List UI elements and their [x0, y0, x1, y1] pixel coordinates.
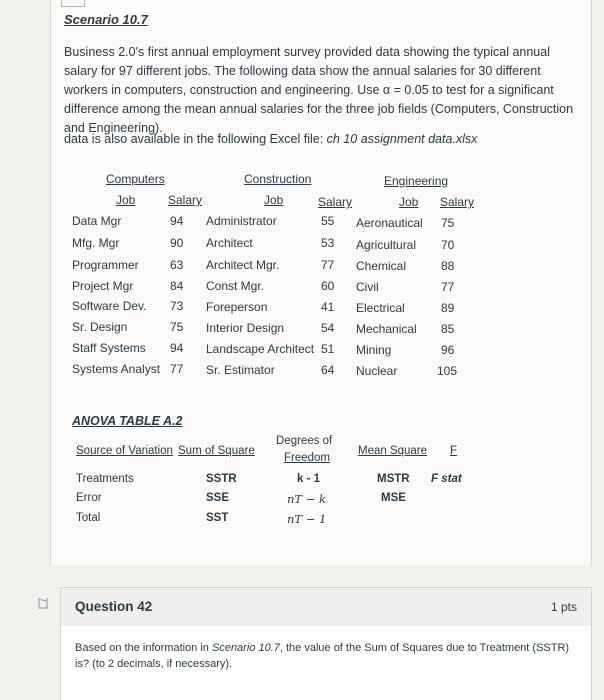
engineering-salary: 75	[441, 216, 455, 230]
engineering-job: Mechanical	[356, 322, 417, 336]
question-title: Question 42	[75, 599, 153, 614]
group-engineering: Engineering	[384, 174, 449, 188]
computers-job: Systems Analyst	[72, 362, 161, 376]
col-construction-job: Job	[264, 193, 284, 207]
scenario-title: Scenario 10.7	[64, 12, 148, 27]
construction-salary: 55	[321, 214, 335, 228]
ss-header-text: Sum of Square	[178, 445, 255, 457]
computers-salary: 63	[170, 258, 184, 272]
construction-salary: 77	[321, 258, 335, 272]
construction-salary: 51	[321, 342, 335, 356]
computers-salary: 90	[170, 236, 184, 250]
anova-row-source: Total	[76, 512, 101, 524]
group-construction: Construction	[244, 172, 312, 186]
construction-job: Const Mgr.	[206, 279, 265, 293]
bookmark-flag-icon[interactable]	[37, 597, 49, 609]
computers-salary: 94	[170, 341, 184, 355]
source-header-text: Source of Variation	[76, 445, 173, 457]
computers-job: Software Dev.	[72, 299, 147, 313]
question-text-prefix: Based on the information in	[75, 642, 212, 654]
col-engineering-job: Job	[399, 195, 419, 209]
group-computers: Computers	[106, 172, 165, 186]
anova-row-f: F stat	[431, 473, 462, 485]
construction-job: Landscape Architect	[206, 342, 315, 356]
anova-row-ms: MSE	[381, 492, 406, 504]
construction-salary: 64	[321, 363, 335, 377]
computers-salary: 84	[170, 279, 184, 293]
computers-salary: 94	[170, 214, 184, 228]
anova-row-ss: SST	[206, 512, 229, 524]
col-construction-salary: Salary	[318, 195, 353, 209]
computers-job: Project Mgr	[72, 279, 134, 293]
anova-header-ss	[178, 445, 255, 457]
anova-row-ms: MSTR	[377, 473, 410, 485]
computers-salary: 75	[170, 320, 184, 334]
computers-job: Sr. Design	[72, 320, 128, 334]
construction-job: Architect	[206, 236, 253, 250]
anova-header-source	[76, 445, 173, 457]
col-computers-job: Job	[116, 193, 136, 207]
anova-row-df: nT − 1	[287, 512, 327, 526]
engineering-job: Mining	[356, 343, 392, 357]
engineering-salary: 105	[437, 364, 458, 378]
scenario-paragraph: Business 2.0's first annual employment survey provided data showing the typical annual salary for 97 different jobs. The following data show the annual salaries for 30 different workers in computers, construction and engineering. Use α = 0.05 to test for a significant difference among the mean annual salaries for the three job fields (Computers, Construction and Engineering).	[64, 45, 574, 135]
ms-header-text: Mean Square	[358, 445, 428, 457]
construction-salary: 54	[321, 321, 335, 335]
anova-row-ss: SSTR	[206, 473, 237, 485]
computers-job: Programmer	[72, 258, 139, 272]
engineering-salary: 89	[441, 301, 455, 315]
construction-salary: 60	[321, 279, 335, 293]
question-points: 1 pts	[550, 600, 577, 614]
anova-row-source: Error	[76, 492, 102, 504]
construction-job: Architect Mgr.	[206, 258, 280, 272]
question-text	[75, 640, 580, 672]
question-text-suffix: , the value of the Sum of Squares due to Treatment (SSTR) is? (to 2 decimals, if necessary).	[75, 642, 570, 670]
computers-salary: 73	[170, 299, 184, 313]
construction-salary: 41	[321, 300, 335, 314]
anova-header-df2: Freedom	[284, 452, 331, 464]
engineering-job: Civil	[356, 280, 379, 294]
construction-job: Administrator	[206, 214, 277, 228]
col-computers-salary: Salary	[168, 193, 203, 207]
anova-header-f: F	[450, 445, 458, 457]
data-availability	[64, 132, 477, 146]
construction-job: Sr. Estimator	[206, 363, 275, 377]
engineering-job: Chemical	[356, 259, 407, 273]
construction-salary: 53	[321, 236, 335, 250]
excel-file-name: ch 10 assignment data.xlsx	[326, 132, 478, 146]
computers-job: Mfg. Mgr	[72, 236, 120, 250]
col-engineering-salary: Salary	[440, 195, 475, 209]
engineering-salary: 88	[441, 259, 455, 273]
question-header	[60, 587, 592, 627]
anova-row-ss: SSE	[206, 492, 230, 504]
computers-job: Data Mgr	[72, 214, 122, 228]
engineering-job: Aeronautical	[356, 216, 423, 230]
engineering-job: Electrical	[356, 301, 405, 315]
anova-header-df1: Degrees of	[276, 435, 333, 447]
construction-job: Foreperson	[206, 300, 268, 314]
construction-job: Interior Design	[206, 321, 285, 335]
anova-row-df: k - 1	[297, 473, 321, 485]
engineering-salary: 96	[441, 343, 455, 357]
engineering-salary: 85	[441, 322, 455, 336]
anova-title: ANOVA TABLE A.2	[72, 414, 183, 428]
tab-marker-icon	[61, 0, 85, 7]
computers-job: Staff Systems	[72, 341, 146, 355]
anova-row-source: Treatments	[76, 473, 134, 485]
engineering-job: Agricultural	[356, 238, 417, 252]
computers-salary: 77	[170, 362, 184, 376]
availability-text: data is also available in the following Excel file:	[64, 132, 327, 146]
question-scenario-ref: Scenario 10.7	[211, 642, 280, 654]
anova-row-df: nT − k	[287, 492, 326, 506]
engineering-salary: 70	[441, 238, 455, 252]
engineering-job: Nuclear	[356, 364, 398, 378]
engineering-salary: 77	[441, 280, 455, 294]
anova-header-ms	[358, 445, 427, 457]
question-body	[60, 626, 592, 700]
